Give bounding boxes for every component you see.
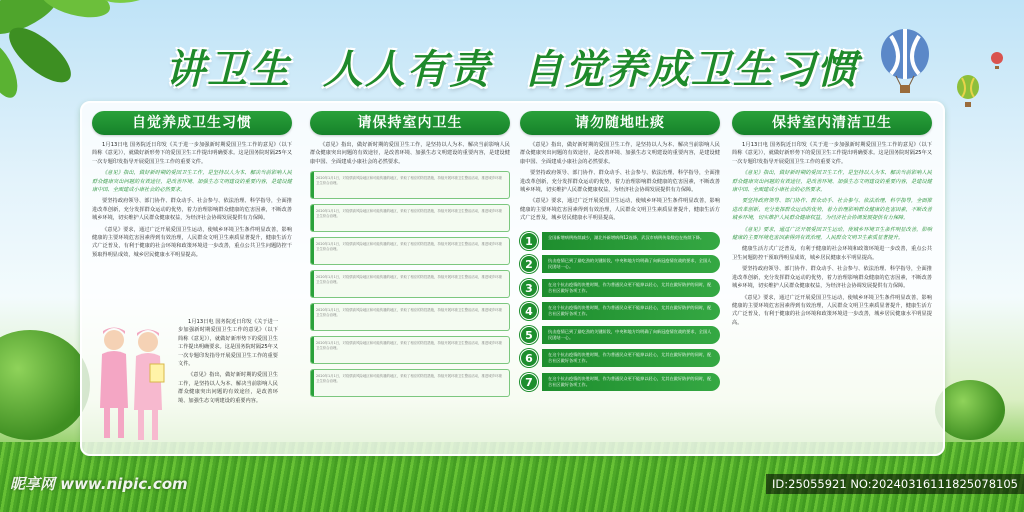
item-number: 3	[520, 279, 538, 297]
paragraph: 《意见》指出，做好新时期的爱国卫生工作，是坚持以人为本、解决当前影响人民群众健康突出问题的有效途径，是改善环境、加强生态文明建设的重要内容。	[178, 372, 278, 404]
notice-box: 2020年1月1日，对疫情高风险地区和可能传播的地区，采取了相应的防控措施，持续开展环境卫生整治活动，推进城乡环境卫生综合治理。	[310, 204, 510, 232]
column-text	[92, 141, 292, 259]
list-item	[520, 348, 720, 368]
paragraph: 《意见》指出，做好新时期的爱国卫生工作，是坚持以人为本、解决当前影响人民群众健康突出问题的有效途径，是改善环境、加强生态文明建设的重要内容，是建设健康中国、全面建成小康社会的必然要求。	[732, 170, 932, 194]
column-indoor-hygiene	[310, 111, 510, 451]
column-side-text	[178, 318, 278, 408]
paragraph: 《意见》要求，通过广泛开展爱国卫生运动，使城乡环境卫生条件明显改善，影响健康的主要环境危害因素得到有效治理，人民群众文明卫生素质显著提升。	[732, 226, 932, 242]
paragraph: 《意见》要求，通过广泛开展爱国卫生运动，使城乡环境卫生条件明显改善，影响健康的主要环境危害因素得到有效治理，人民群众文明卫生素质显著提升，健康生活方式广泛普及，城乡居民健康水平明显提高。	[520, 198, 720, 222]
list-item	[520, 254, 720, 274]
item-number: 6	[520, 349, 538, 367]
column-text	[732, 141, 932, 327]
notice-box: 2020年1月1日，对疫情高风险地区和可能传播的地区，采取了相应的防控措施，持续开展环境卫生整治活动，推进城乡环境卫生综合治理。	[310, 171, 510, 199]
paragraph: 1月13日电 国务院近日印发《关于进一步加强新时期爱国卫生工作的意见》（以下简称《意见》），就做好新形势下的爱国卫生工作提出明确要求。这是国务院时隔25年又一次专题印发指导开展爱国卫生工作的重要文件。	[732, 142, 932, 165]
paragraph: 健康生活方式广泛普及，有利于健康的社会环境和政策环境进一步改善，重点公共卫生问题防控干预取得明显成效，城乡居民健康水平明显提高。	[732, 246, 932, 261]
column-no-spitting	[520, 111, 720, 451]
notice-box: 2020年1月1日，对疫情高风险地区和可能传播的地区，采取了相应的防控措施，持续开展环境卫生整治活动，推进城乡环境卫生综合治理。	[310, 237, 510, 265]
column-heading: 请保持室内卫生	[310, 111, 510, 135]
item-text: 全国新增病例持续减少，湖北外新增病例12连降，武汉市病例传染数也在持续下降。	[542, 232, 720, 250]
item-text: 抗击疫情已到了最吃劲的关键阶段，中央和地方均明确了向新冠疫情宣战的要求，全国人民团结一心。	[542, 326, 720, 344]
tree-decoration	[935, 380, 1005, 440]
list-item	[520, 372, 720, 392]
numbered-list	[520, 231, 720, 392]
paragraph: 《意见》指出，做好新时期的爱国卫生工作，是坚持以人为本、解决当前影响人民群众健康突出问题的有效途径，是改善环境、加强生态文明建设的重要内容，是建设健康中国、全面建成小康社会的必然要求。	[310, 142, 510, 165]
paragraph: 《意见》指出，做好新时期的爱国卫生工作，是坚持以人为本、解决当前影响人民群众健康突出问题的有效途径，是改善环境、加强生态文明建设的重要内容，是建设健康中国、全面建成小康社会的必然要求。	[520, 142, 720, 165]
tree-decoration	[0, 330, 90, 440]
item-text: 在这个抗击疫情的决胜时期，作为普通民众更不能掉以轻心，尤其在做好防护的同时，配合社区做好各项工作。	[542, 349, 720, 367]
paragraph: 要坚持政府领导、部门协作、群众动手、社会参与、依法治理、科学指导，全面推进改革创新，充分发挥群众运动的优势，着力治理影响群众健康的危害因素，不断改善城乡环境，切实维护人民群众健康权益，为经济社会协调发展提供有力保障。	[732, 198, 932, 222]
item-text: 在这个抗击疫情的决胜时期，作为普通民众更不能掉以轻心，尤其在做好防护的同时，配合社区做好各项工作。	[542, 279, 720, 297]
item-text: 抗击疫情已到了最吃劲的关键阶段，中央和地方均明确了向新冠疫情宣战的要求，全国人民团结一心。	[542, 255, 720, 273]
paragraph: 《意见》要求，通过广泛开展爱国卫生运动，使城乡环境卫生条件明显改善，影响健康的主要环境危害因素得到有效治理，人民群众文明卫生素质显著提升，健康生活方式广泛普及，有利于健康的社会环境和政策环境进一步改善，重点公共卫生问题防控干预取得明显成效，城乡居民健康水平明显提高。	[92, 226, 292, 258]
item-number: 1	[520, 232, 538, 250]
list-item	[520, 325, 720, 345]
nurse-illustration	[92, 318, 172, 448]
notice-box: 2020年1月1日，对疫情高风险地区和可能传播的地区，采取了相应的防控措施，持续开展环境卫生整治活动，推进城乡环境卫生综合治理。	[310, 303, 510, 331]
list-item	[520, 231, 720, 251]
notice-box-list	[310, 171, 510, 397]
column-text	[520, 141, 720, 223]
list-item	[520, 278, 720, 298]
item-number: 4	[520, 302, 538, 320]
column-heading: 请勿随地吐痰	[520, 111, 720, 135]
column-heading: 保持室内清洁卫生	[732, 111, 932, 135]
column-indoor-cleanliness	[732, 111, 932, 451]
notice-box: 2020年1月1日，对疫情高风险地区和可能传播的地区，采取了相应的防控措施，持续开展环境卫生整治活动，推进城乡环境卫生综合治理。	[310, 270, 510, 298]
paragraph: 要坚持政府领导、部门协作、群众动手、社会参与、依法治理、科学指导，全面推进改革创新，充分发挥群众运动的优势，着力治理影响群众健康的危害因素，不断改善城乡环境，切实维护人民群众健康权益，为经济社会协调发展提供有力保障。	[732, 266, 932, 290]
item-text: 在这个抗击疫情的决胜时期，作为普通民众更不能掉以轻心，尤其在做好防护的同时，配合社区做好各项工作。	[542, 373, 720, 391]
item-number: 5	[520, 326, 538, 344]
site-watermark: 昵享网 www.nipic.com	[10, 475, 188, 493]
item-number: 2	[520, 255, 538, 273]
column-text	[310, 141, 510, 166]
list-item	[520, 301, 720, 321]
paragraph: 要坚持政府领导、部门协作、群众动手、社会参与、依法治理、科学指导，全面推进改革创新，充分发挥群众运动的优势，着力治理影响群众健康的危害因素，不断改善城乡环境，切实维护人民群众健康权益，为经济社会协调发展提供有力保障。	[92, 198, 292, 222]
paragraph: 要坚持政府领导、部门协作、群众动手、社会参与、依法治理、科学指导，全面推进改革创新，充分发挥群众运动的优势，着力治理影响群众健康的危害因素，不断改善城乡环境，切实维护人民群众健康权益，为经济社会协调发展提供有力保障。	[520, 170, 720, 194]
page-title: 讲卫生 人人有责 自觉养成卫生习惯	[165, 47, 859, 93]
paragraph: 1月13日电 国务院近日印发《关于进一步加强新时期爱国卫生工作的意见》（以下简称《意见》），就做好新形势下的爱国卫生工作提出明确要求。这是国务院时隔25年又一次专题印发指导开展爱国卫生工作的重要文件。	[92, 142, 292, 165]
info-board	[80, 101, 945, 456]
notice-box: 2020年1月1日，对疫情高风险地区和可能传播的地区，采取了相应的防控措施，持续开展环境卫生整治活动，推进城乡环境卫生综合治理。	[310, 336, 510, 364]
item-number: 7	[520, 373, 538, 391]
paragraph: 1月13日电 国务院近日印发《关于进一步加强新时期爱国卫生工作的意见》（以下简称《意见》），就做好新形势下的爱国卫生工作提出明确要求。这是国务院时隔25年又一次专题印发指导开展爱国卫生工作的重要文件。	[178, 319, 278, 368]
paragraph: 《意见》要求，通过广泛开展爱国卫生运动，使城乡环境卫生条件明显改善，影响健康的主要环境危害因素得到有效治理，人民群众文明卫生素质显著提升，健康生活方式广泛普及，有利于健康的社会环境和政策环境进一步改善，城乡居民健康水平明显提高。	[732, 294, 932, 326]
paragraph: 《意见》指出，做好新时期的爱国卫生工作，是坚持以人为本、解决当前影响人民群众健康突出问题的有效途径，是改善环境、加强生态文明建设的重要内容，是建设健康中国、全面建成小康社会的必然要求。	[92, 170, 292, 194]
column-heading: 自觉养成卫生习惯	[92, 111, 292, 135]
image-id-watermark: ID:25055921 NO:20240316111825078105	[766, 474, 1024, 494]
notice-box: 2020年1月1日，对疫情高风险地区和可能传播的地区，采取了相应的防控措施，持续开展环境卫生整治活动，推进城乡环境卫生综合治理。	[310, 369, 510, 397]
item-text: 在这个抗击疫情的决胜时期，作为普通民众更不能掉以轻心，尤其在做好防护的同时，配合社区做好各项工作。	[542, 302, 720, 320]
